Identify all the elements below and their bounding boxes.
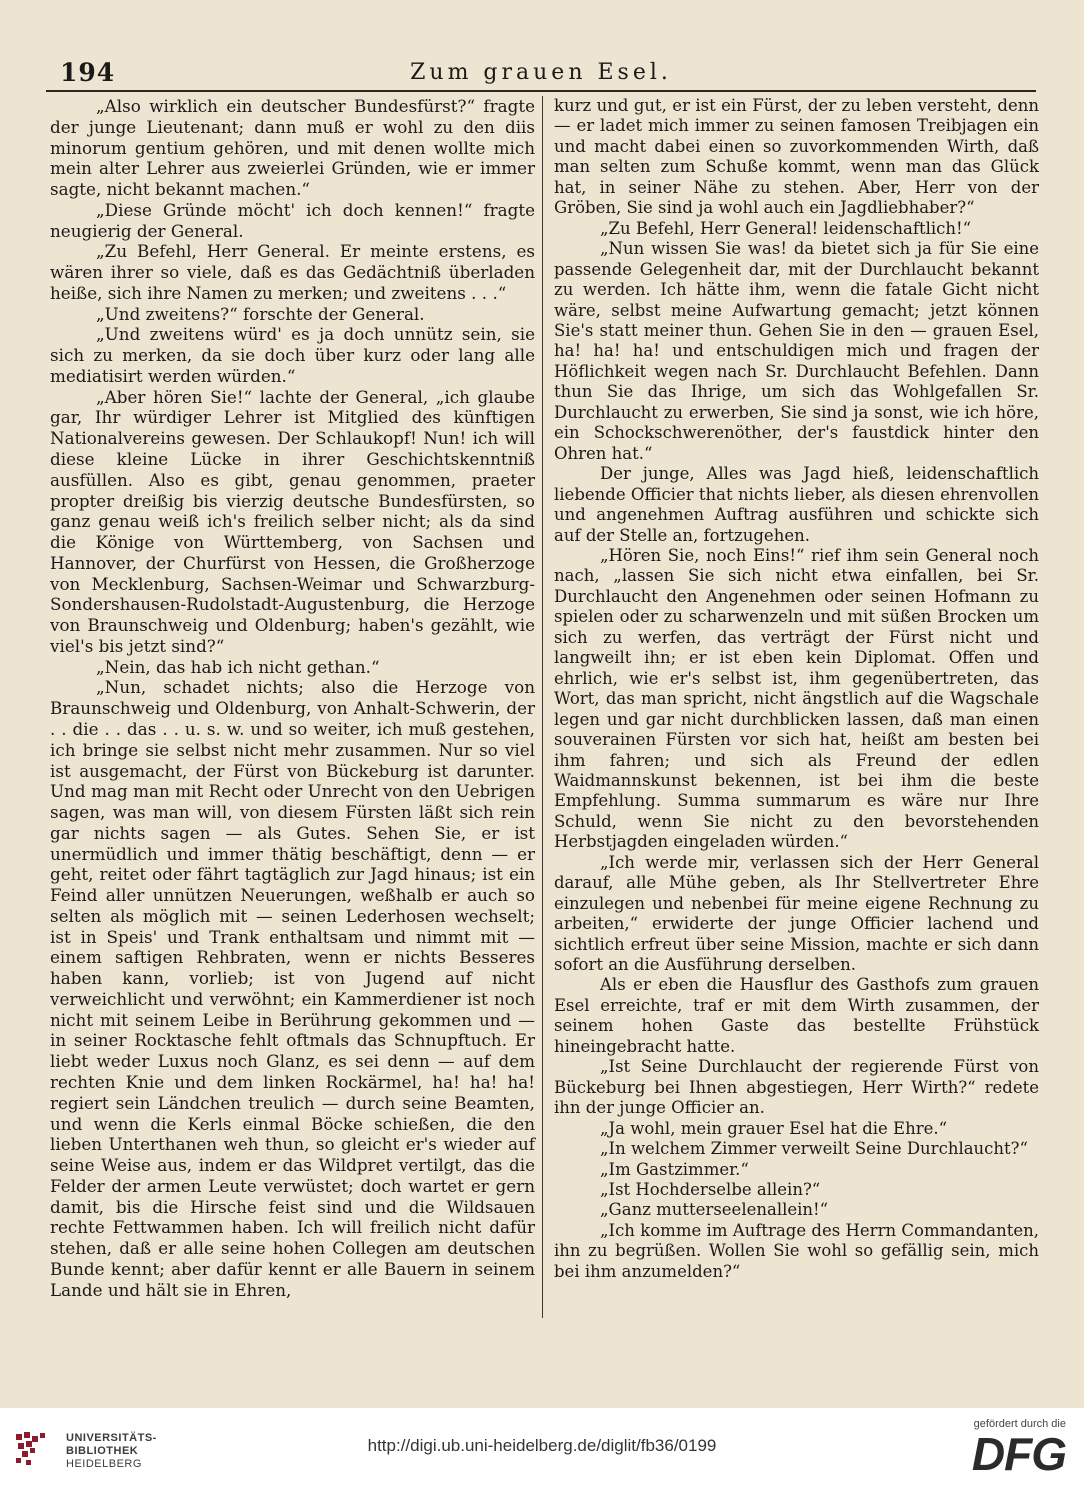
column-divider [542, 96, 543, 1318]
dfg-logo[interactable]: DFG [971, 1428, 1066, 1480]
page-header [46, 46, 1036, 92]
paragraph: „Also wirklich ein deutscher Bundesfürst?“ fragte der junge Lieutenant; dann muß er wohl zu den diis minorum gentium gehören, und mit denen wollte mich mein alter Lehrer aus zweierlei Gründen, wie er immer sagte, nicht bekannt machen.“ [50, 96, 535, 200]
source-url-link[interactable]: http://digi.ub.uni-heidelberg.de/diglit/fb36/0199 [367, 1436, 717, 1455]
paragraph: „Ich werde mir, verlassen sich der Herr General darauf, alle Mühe geben, als Ihr Stellvertreter Ehre einzulegen und nebenbei für meine eigene Rechnung zu arbeiten,“ erwiderte der junge Officier lachend und sichtlich erfreut über seine Mission, machte er sich dann sofort an die Ausführung derselben. [554, 852, 1039, 975]
paragraph: „Nun, schadet nichts; also die Herzoge von Braunschweig und Oldenburg, von Anhalt-Schwerin, der . . die . . das . . u. s. w. und so weiter, ich muß gestehen, ich bringe sie selbst nicht mehr zusammen. Nur so viel ist ausgemacht, der Fürst von Bückeburg ist darunter. Und mag man mit Recht oder Unrecht von den Uebrigen sagen, was man will, von diesem Fürsten läßt sich rein gar nichts sagen — als Gutes. Sehen Sie, er ist unermüdlich und immer thätig beschäftigt, denn — er geht, reitet oder fährt tagtäglich zur Jagd hinaus; ist ein Feind aller unnützen Neuerungen, weßhalb er auch so selten als möglich mit — seinen Lederhosen wechselt; ist in Speis' und Trank enthaltsam und nimmt mit — einem saftigen Rehbraten, wenn er nichts Besseres haben kann, vorlieb; ist von Jugend auf nicht verweichlicht und verwöhnt; ein Kammerdiener ist noch nicht mit seinem Leibe in Berührung gekommen und — in seiner Rocktasche fehlt oftmals das Schnupftuch. Er liebt weder Luxus noch Glanz, es sei denn — auf dem rechten Knie und dem linken Rockärmel, ha! ha! ha! regiert sein Ländchen treulich — durch seine Beamten, und wenn die Kerls einmal Böcke schießen, die den lieben Unterthanen weh thun, so gleicht er's wieder auf seine Weise aus, indem er das Wildpret vertilgt, das die Felder der armen Leute verwüstet; doch wartet er gern damit, bis die Hirsche feist sind und die Wildsauen rechte Fettwammen haben. Ich will freilich nicht dafür stehen, daß er alle seine hohen Collegen am deutschen Bunde kennt; aber dafür kennt er alle Bauern in seinem Lande und hält sie in Ehren, [50, 677, 535, 1300]
library-name-line: BIBLIOTHEK [66, 1445, 139, 1457]
right-column [554, 96, 1039, 1282]
paragraph: „In welchem Zimmer verweilt Seine Durchlaucht?“ [600, 1139, 1028, 1159]
paragraph: kurz und gut, er ist ein Fürst, der zu leben versteht, denn — er ladet mich immer zu seinen famosen Treibjagen ein und macht dabei einen so zuvorkommenden Wirth, daß man selten zum Schuße kommt, wenn man das Glück hat, in seiner Nähe zu stehen. Aber, Herr von der Gröben, Sie sind ja wohl auch ein Jagdliebhaber?“ [554, 96, 1039, 218]
paragraph: „Ganz mutterseelenallein!“ [600, 1200, 829, 1220]
paragraph: „Und zweitens?“ forschte der General. [96, 303, 425, 324]
paragraph: „Ich komme im Auftrage des Herrn Commandanten, ihn zu begrüßen. Wollen Sie wohl so gefällig sein, mich bei ihm anzumelden?“ [554, 1220, 1039, 1281]
paragraph: „Hören Sie, noch Eins!“ rief ihm sein General noch nach, „lassen Sie sich nicht etwa einfallen, bei Sr. Durchlaucht den Angenehmen oder seinen Hofmann zu spielen oder zu scharwenzeln und mit süßen Brocken um sich zu werfen, das verträgt der Fürst nicht und langweilt ihn; er ist eben kein Diplomat. Offen und ehrlich, wie er's selbst ist, ihm gegenübertreten, das Wort, das man spricht, nicht ängstlich auf die Wagschale legen und gar nicht durchblicken lassen, daß man einen souverainen Fürsten vor sich hat, heißt am besten bei ihm fahren; und sich als Freund der edlen Waidmannskunst bekennen, ist bei ihm die beste Empfehlung. Summa summarum es wäre nur Ihre Schuld, wenn Sie nicht zu den bevorstehenden Herbstjagden eingeladen würden.“ [554, 545, 1039, 852]
funder-block [936, 1418, 1066, 1478]
paragraph: „Zu Befehl, Herr General. Er meinte erstens, es wären ihrer so viele, daß es das Gedächtniß überladen heiße, sich ihre Namen zu merken; und zweitens . . .“ [50, 241, 535, 303]
running-head: Zum grauen Esel. [410, 60, 672, 85]
left-column [50, 96, 535, 1300]
page-number: 194 [60, 58, 116, 87]
paragraph: „Diese Gründe möcht' ich doch kennen!“ fragte neugierig der General. [50, 199, 535, 241]
paragraph: „Zu Befehl, Herr General! leidenschaftlich!“ [600, 218, 972, 238]
library-name-line: UNIVERSITÄTS- [66, 1432, 157, 1444]
paragraph: „Im Gastzimmer.“ [600, 1159, 749, 1179]
viewer-footer [0, 1408, 1084, 1491]
paragraph: „Nun wissen Sie was! da bietet sich ja für Sie eine passende Gelegenheit dar, mit der Durchlaucht bekannt zu werden. Ich hätte ihm, wenn die fatale Gicht nicht wäre, selbst meine Aufwartung gemacht; jetzt können Sie's statt meiner thun. Gehen Sie in den — grauen Esel, ha! ha! ha! und entschuldigen mich und fragen der Höflichkeit wegen nach Sr. Durchlaucht Befehlen. Dann thun Sie das Ihrige, um sich das Wohlgefallen Sr. Durchlaucht zu erwerben, Sie sind ja sonst, wie ich höre, ein Schockschwerenöther, der's faustdick hinter den Ohren hat.“ [554, 239, 1039, 463]
paragraph: „Ist Hochderselbe allein?“ [600, 1180, 821, 1200]
paragraph: Als er eben die Hausflur des Gasthofs zum grauen Esel erreichte, traf er mit dem Wirth zusammen, der seinem hohen Gaste das bestellte Frühstück hineingebracht hatte. [554, 975, 1039, 1056]
paragraph: „Aber hören Sie!“ lachte der General, „ich glaube gar, Ihr würdiger Lehrer ist Mitglied des künftigen Nationalvereins gewesen. Der Schlaukopf! Nun! ich will diese kleine Lücke in ihrer Geschichtskenntniß ausfüllen. Also es gibt, genau genommen, praeter propter dreißig bis vierzig deutsche Bundesfürsten, so ganz genau weiß ich's freilich selber nicht; als da sind die Könige von Württemberg, von Sachsen und Hannover, der Churfürst von Hessen, die Großherzoge von Mecklenburg, Sachsen-Weimar und Schwarzburg-Sondershausen-Rudolstadt-Augustenburg, die Herzoge von Braunschweig und Oldenburg; haben's gezählt, wie viel's bis jetzt sind?“ [50, 386, 535, 656]
paragraph: „Und zweitens würd' es ja doch unnütz sein, sie sich zu merken, da sie doch über kurz oder lang alle mediatisirt werden würden.“ [50, 324, 535, 386]
funder-label: gefördert durch die [973, 1418, 1066, 1430]
paragraph: „Nein, das hab ich nicht gethan.“ [96, 656, 380, 677]
header-rule [46, 90, 1036, 92]
paragraph: „Ja wohl, mein grauer Esel hat die Ehre.“ [600, 1118, 948, 1138]
library-name-line: HEIDELBERG [66, 1458, 142, 1470]
paragraph: Der junge, Alles was Jagd hieß, leidenschaftlich liebende Officier that nichts lieber, als diesen ehrenvollen und angenehmen Auftrag ausführen und schickte sich auf der Stelle an, fortzugehen. [554, 464, 1039, 545]
paragraph: „Ist Seine Durchlaucht der regierende Fürst von Bückeburg bei Ihnen abgestiegen, Herr Wirth?“ redete ihn der junge Officier an. [554, 1057, 1039, 1118]
